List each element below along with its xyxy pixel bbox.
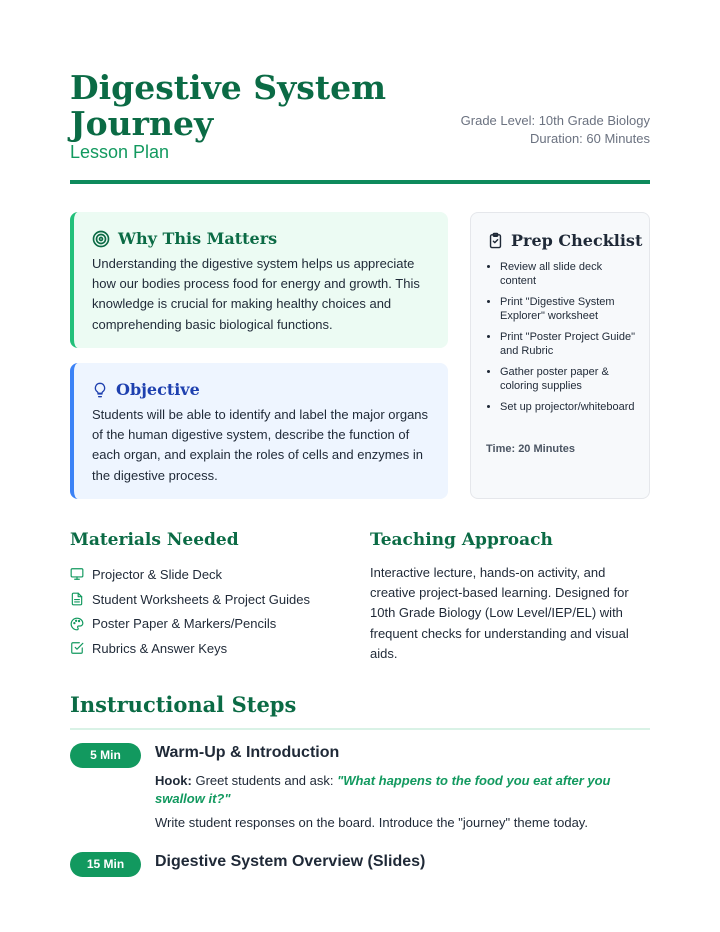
lesson-meta <box>450 112 650 147</box>
hook-text: Greet students and ask: <box>191 773 338 788</box>
prep-item: • Review all slide deck content <box>500 260 640 288</box>
target-icon <box>92 230 110 248</box>
prep-item: • Print "Poster Project Guide" and Rubric <box>500 330 640 358</box>
palette-icon <box>70 617 84 631</box>
objective-body: Students will be able to identify and label the major organs of the human digestive system, describe the function of each organ, and explain the roles of cells and enzymes in the digestive process. <box>92 407 429 483</box>
step-title: Warm-Up & Introduction <box>155 744 340 761</box>
step-duration-badge: 15 Min <box>70 852 141 877</box>
steps-title: Instructional Steps <box>70 692 650 730</box>
material-label: Rubrics & Answer Keys <box>92 640 228 656</box>
duration: Duration: 60 Minutes <box>530 130 650 146</box>
prep-title-text: Prep Checklist <box>511 231 643 250</box>
prep-item: • Set up projector/whiteboard <box>500 400 640 414</box>
monitor-icon <box>70 567 84 581</box>
lightbulb-icon <box>92 381 108 399</box>
material-label: Student Worksheets & Project Guides <box>92 591 310 607</box>
materials-title: Materials Needed <box>70 530 239 550</box>
page-title: Digestive System Journey <box>70 68 386 143</box>
checkbox-icon <box>70 641 84 655</box>
why-title <box>92 229 277 248</box>
material-item <box>70 587 310 612</box>
clipboard-check-icon <box>487 231 504 250</box>
page-subtitle: Lesson Plan <box>70 142 170 162</box>
step-title: Digestive System Overview (Slides) <box>155 853 426 870</box>
why-card <box>70 212 448 348</box>
material-label: Projector & Slide Deck <box>92 566 223 582</box>
material-label: Poster Paper & Markers/Pencils <box>92 616 277 632</box>
objective-card <box>70 363 448 499</box>
lesson-header <box>70 70 650 184</box>
prep-item: • Print "Digestive System Explorer" worksheet <box>500 295 640 323</box>
why-title-text: Why This Matters <box>118 229 278 248</box>
objective-title-text: Objective <box>116 380 200 399</box>
hook-quote: "What happens to the food you eat after you swallow it?" <box>155 773 611 806</box>
prep-checklist-card <box>470 212 650 499</box>
hook-label: Hook: <box>155 773 192 788</box>
step-body: Write student responses on the board. Introduce the "journey" theme today. <box>155 815 588 830</box>
material-item <box>70 611 310 636</box>
grade-level: Grade Level: 10th Grade Biology <box>460 113 650 128</box>
prep-title <box>487 231 642 250</box>
objective-title <box>92 380 200 399</box>
material-item <box>70 636 310 661</box>
approach-body: Interactive lecture, hands-on activity, and creative project-based learning. Designed for 10th Grade Biology (Low Level/IEP/EL) with frequent checks for understanding and visual aids. <box>370 565 629 661</box>
step-hook <box>155 772 650 807</box>
material-item <box>70 562 310 587</box>
prep-item: • Gather poster paper & coloring supplies <box>500 365 640 393</box>
prep-time: Time: 20 Minutes <box>486 443 576 455</box>
materials-list <box>70 562 310 661</box>
document-icon <box>70 592 84 606</box>
prep-list <box>500 260 640 421</box>
why-body: Understanding the digestive system helps us appreciate how our bodies process food for energy and growth. This knowledge is crucial for making healthy choices and comprehending basic biological functions. <box>92 256 420 332</box>
step-duration-badge: 5 Min <box>70 743 141 768</box>
approach-title: Teaching Approach <box>370 530 553 550</box>
